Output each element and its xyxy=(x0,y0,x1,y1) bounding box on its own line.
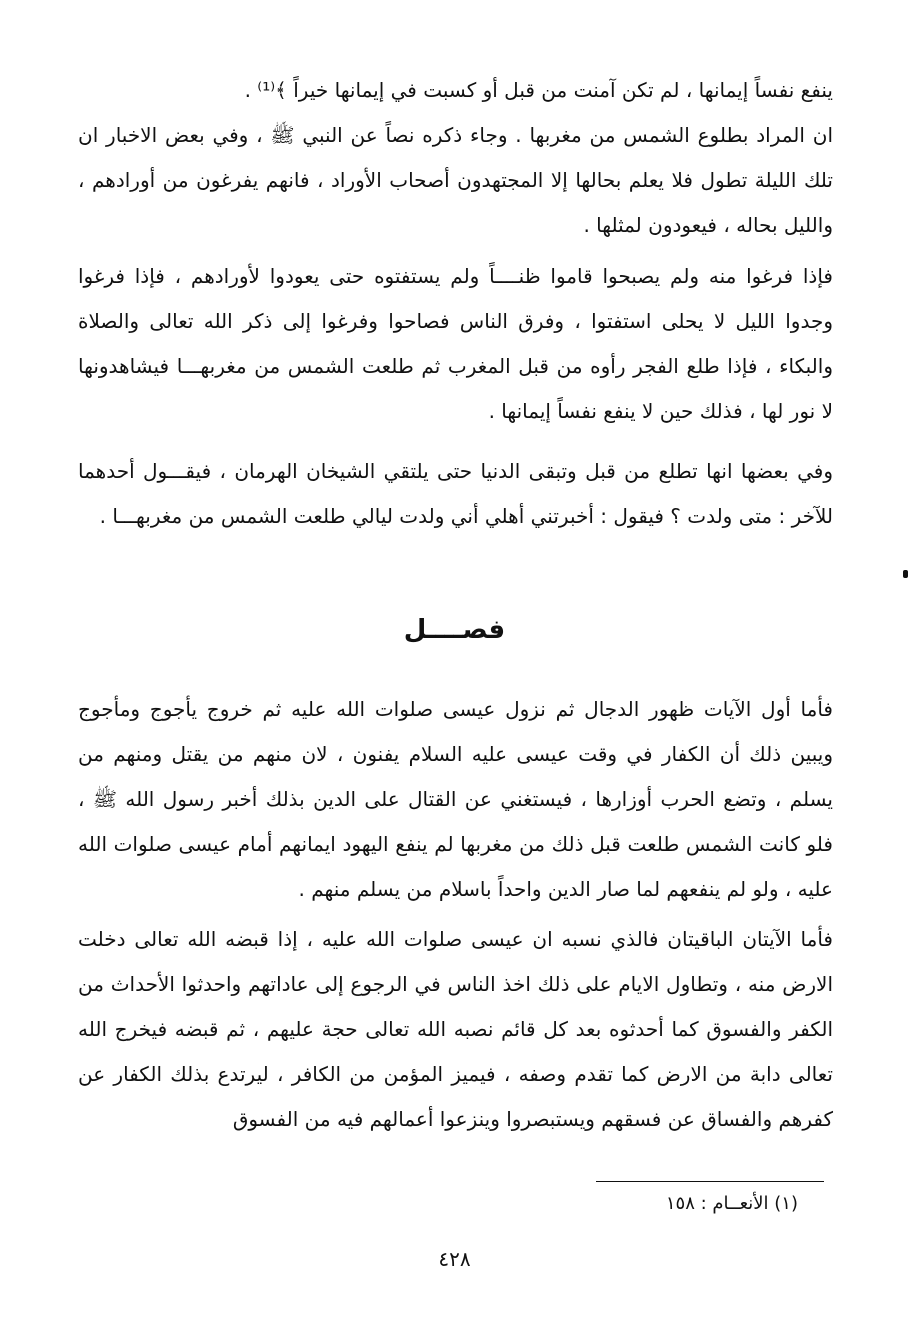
footnote-divider xyxy=(596,1181,824,1182)
paragraph-4: وفي بعضها انها تطلع من قبل وتبقى الدنيا حتى يلتقي الشيخان الهرمان ، فيقـــول أحدهما للآخر : متى ولدت ؟ فيقول : أخبرتني أهلي أني ولدت ليالي طلعت الشمس من مغربهـــا . xyxy=(78,459,833,528)
paragraph-1: ينفع نفساً إيمانها ، لم تكن آمنت من قبل أو كسبت في إيمانها خيراً ﴾⁽¹⁾ . xyxy=(244,78,833,102)
paragraph-3: فإذا فرغوا منه ولم يصبحوا قاموا ظنــــاً ولم يستفتوه حتى يعودوا لأورادهم ، فإذا فرغوا وجدوا الليل لا يحلى استفتوا ، وفرق الناس فصاحوا وفرغوا إلى ذكر الله تعالى والصلاة والبكاء ، فإذا طلع الفجر رأوه من قبل المغرب ثم طلعت الشمس من مغربهـــا فيشاهدونها لا نور لها ، فذلك حين لا ينفع نفساً إيمانها . xyxy=(78,264,833,423)
section-title: فصــــل xyxy=(403,615,506,645)
paragraph-5: فأما أول الآيات ظهور الدجال ثم نزول عيسى صلوات الله عليه ثم خروج يأجوج ومأجوج ويبين ذلك أن الكفار في وقت عيسى عليه السلام يفنون ، لان منهم من يقتل ومنهم من يسلم ، وتضع الحرب أوزارها ، فيستغني عن القتال على الدين بذلك أخبر رسول الله ﷺ ، فلو كانت الشمس طلعت قبل ذلك من مغربها لم ينفع اليهود ايمانهم أمام عيسى صلوات الله عليه ، ولو لم ينفعهم لما صار الدين واحداً باسلام من يسلم منهم . xyxy=(78,697,833,901)
page-number: ٤٢٨ xyxy=(438,1247,471,1271)
margin-mark xyxy=(903,570,908,578)
footnote: (١) الأنعــام : ١٥٨ xyxy=(665,1193,798,1214)
paragraph-6: فأما الآيتان الباقيتان فالذي نسبه ان عيسى صلوات الله عليه ، إذا قبضه الله تعالى دخلت الارض منه ، وتطاول الايام على ذلك اخذ الناس في الرجوع إلى عاداتهم واحدثوا الأحداث من الكفر والفسوق كما أحدثوه بعد كل قائم نصبه الله تعالى حجة عليهم ، ثم قبضه فيخرج الله تعالى دابة من الارض كما تقدم وصفه ، فيميز المؤمن من الكافر ، ليرتدع بذلك الكفار عن كفرهم والفساق عن فسقهم ويستبصروا وينزعوا أعمالهم فيه من الفسوق xyxy=(78,927,833,1131)
paragraph-2: ان المراد بطلوع الشمس من مغربها . وجاء ذكره نصاً عن النبي ﷺ ، وفي بعض الاخبار ان تلك الليلة تطول فلا يعلم بحالها إلا المجتهدون أصحاب الأوراد ، فانهم يفرغون من أورادهم ، والليل بحاله ، فيعودون لمثلها . xyxy=(78,123,833,237)
